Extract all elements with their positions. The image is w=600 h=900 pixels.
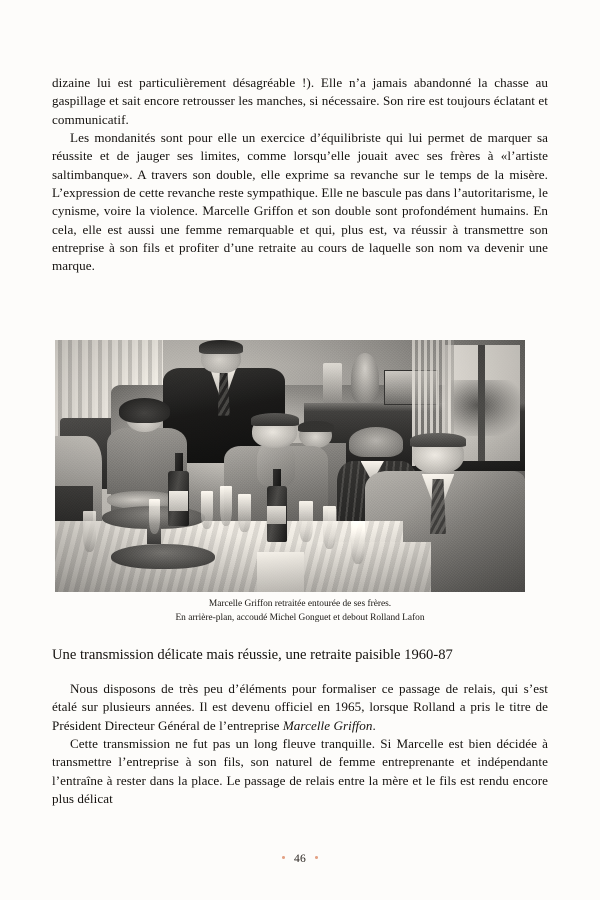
paragraph-continuation: dizaine lui est particulièrement désagréable !). Elle n’a jamais abandonné la chasse au gaspillage et sait encore retrousser les manches, si nécessaire. Son rire est toujours éclatant et communicatif. bbox=[52, 75, 548, 127]
page-number: 46 bbox=[293, 851, 307, 865]
footer-dot-right-icon bbox=[315, 856, 318, 859]
paragraph-text-part-2: . bbox=[372, 717, 376, 733]
caption-line-1: Marcelle Griffon retraitée entourée de ses frères. bbox=[208, 599, 392, 609]
lower-text-block bbox=[52, 680, 548, 808]
paragraph-fleuve-tranquille: Cette transmission ne fut pas un long fleuve tranquille. Si Marcelle est bien décidée à transmettre l’entreprise à son fils, son naturel de femme entreprenante et indépendante l’entraîne à rester dans la place. Le passage de relais entre la mère et le fils est rendu encore plus délicat bbox=[52, 736, 548, 807]
section-heading: Une transmission délicate mais réussie, une retraite paisible 1960-87 bbox=[52, 647, 453, 663]
page-footer bbox=[0, 851, 600, 865]
company-name-italic: Marcelle Griffon bbox=[282, 717, 373, 733]
upper-text-block bbox=[52, 74, 548, 276]
paragraph-mondanites: Les mondanités sont pour elle un exercice d’équilibriste qui lui permet de marquer sa réussite et de jauger ses limites, comme lorsqu’elle jouait avec ses frères à «l’artiste saltimbanque». A travers son double, elle exprime sa revanche sur le temps de la misère. L’expression de cette revanche reste sympathique. Elle ne bascule pas dans l’autoritarisme, le cynisme, voire la violence. Marcelle Griffon et son double sont profondément humains. En cela, elle est aussi une femme remarquable et qui, plus est, va réussir à transmettre son entreprise à son fils et profiter d’une retraite au cours de laquelle son nom va devenir une marque. bbox=[52, 130, 548, 274]
caption-line-2: En arrière-plan, accoudé Michel Gonguet et debout Rolland Lafon bbox=[175, 613, 425, 623]
paragraph-transmission-officielle bbox=[52, 680, 548, 735]
photo-vignette bbox=[55, 340, 525, 592]
footer-dot-left-icon bbox=[282, 856, 285, 859]
photograph-image bbox=[55, 340, 525, 592]
figure-photograph bbox=[55, 340, 525, 592]
figure-caption bbox=[52, 597, 548, 625]
paragraph-text-part-1: Nous disposons de très peu d’éléments pour formaliser ce passage de relais, qui s’est étalé sur plusieurs années. Il est devenu officiel en 1965, lorsque Rolland a pris le titre de Président Directeur Général de l’entreprise bbox=[52, 681, 548, 733]
